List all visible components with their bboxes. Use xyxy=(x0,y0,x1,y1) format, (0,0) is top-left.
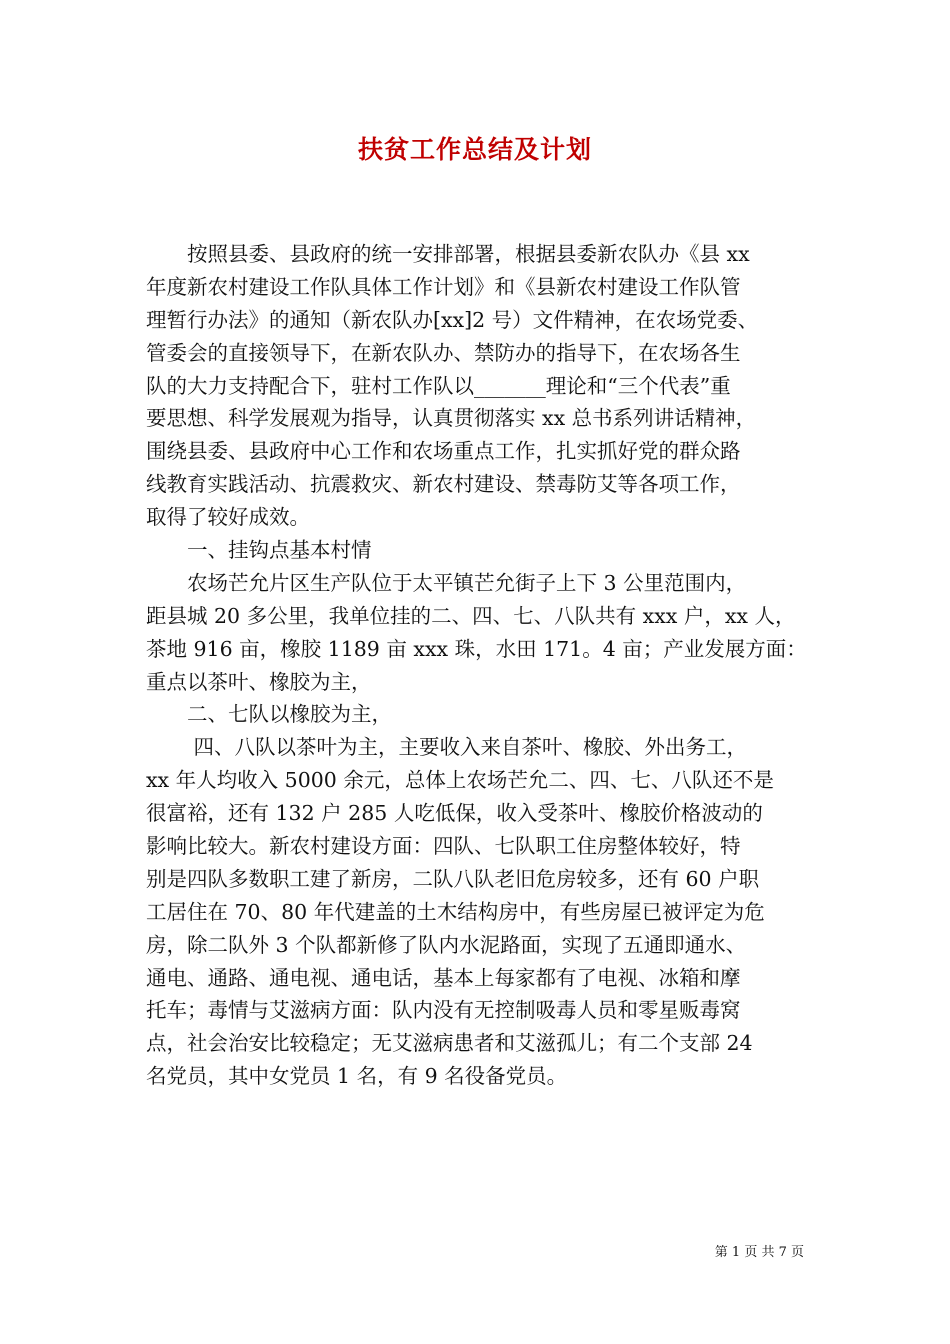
text-line: 管委会的直接领导下，在新农队办、禁防办的指导下，在农场各生 xyxy=(146,340,741,365)
text-line: 年度新农村建设工作队具体工作计划》和《县新农村建设工作队管 xyxy=(146,274,741,299)
paragraph-team-seven xyxy=(146,698,810,731)
text-line: 距县城 20 多公里，我单位挂的二、四、七、八队共有 xxx 户，xx 人， xyxy=(146,603,796,628)
text-line: 影响比较大。新农村建设方面：四队、七队职工住房整体较好，特 xyxy=(146,834,741,859)
paragraph-village-info xyxy=(146,567,810,699)
section-heading xyxy=(146,534,810,567)
text-line: 茶地 916 亩，橡胶 1189 亩 xxx 珠，水田 171。4 亩；产业发展方面： xyxy=(146,636,807,661)
text-line: 名党员，其中女党员 1 名，有 9 名役备党员。 xyxy=(146,1064,568,1089)
text-line: 线教育实践活动、抗震救灾、新农村建设、禁毒防艾等各项工作， xyxy=(146,472,741,497)
text-line: 重点以茶叶、橡胶为主， xyxy=(146,669,372,694)
text-line: 按照县委、县政府的统一安排部署，根据县委新农队办《县 xx xyxy=(146,242,750,266)
page-title: 扶贫工作总结及计划 xyxy=(357,135,592,164)
text-line: 要思想、科学发展观为指导，认真贯彻落实 xx 总书系列讲话精神， xyxy=(146,406,757,431)
text-line: 点，社会治安比较稳定；无艾滋病患者和艾滋孤儿；有二个支部 24 xyxy=(146,1031,753,1056)
text-line: 别是四队多数职工建了新房，二队八队老旧危房较多，还有 60 户职 xyxy=(146,866,760,891)
paragraph-intro xyxy=(146,238,810,534)
text-line: 理暂行办法》的通知（新农队办[xx]2 号）文件精神，在农场党委、 xyxy=(146,307,759,332)
page-number-footer: 第 1 页 共 7 页 xyxy=(714,1245,804,1260)
text-line: 四、八队以茶叶为主，主要收入来自茶叶、橡胶、外出务工， xyxy=(146,735,748,760)
text-line: 通电、通路、通电视、通电话，基本上每家都有了电视、冰箱和摩 xyxy=(146,965,741,990)
text-line: 一、挂钩点基本村情 xyxy=(146,538,372,563)
text-line: 工居住在 70、80 年代建盖的土木结构房中，有些房屋已被评定为危 xyxy=(146,899,765,924)
text-line: 托车；毒情与艾滋病方面：队内没有无控制吸毒人员和零星贩毒窝 xyxy=(146,998,741,1023)
text-line: 房，除二队外 3 个队都新修了队内水泥路面，实现了五通即通水、 xyxy=(146,932,747,957)
text-line: 取得了较好成效。 xyxy=(146,505,310,530)
text-line: 很富裕，还有 132 户 285 人吃低保，收入受茶叶、橡胶价格波动的 xyxy=(146,801,763,826)
document-body xyxy=(146,238,810,1093)
text-line: 农场芒允片区生产队位于太平镇芒允街子上下 3 公里范围内， xyxy=(146,570,747,595)
text-line: 围绕县委、县政府中心工作和农场重点工作，扎实抓好党的群众路 xyxy=(146,439,741,464)
paragraph-team-eight xyxy=(146,731,810,1093)
text-line: xx 年人均收入 5000 余元，总体上农场芒允二、四、七、八队还不是 xyxy=(146,768,774,793)
text-line: 队的大力支持配合下，驻村工作队以_______理论和“三个代表”重 xyxy=(146,373,731,398)
text-line: 二、七队以橡胶为主， xyxy=(146,702,392,727)
